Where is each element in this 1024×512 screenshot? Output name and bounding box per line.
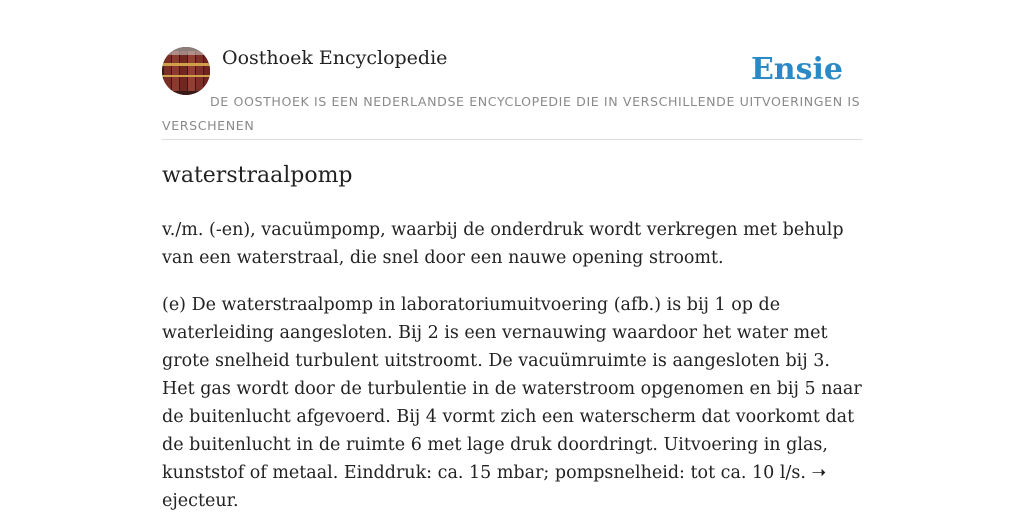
source-title-link[interactable]: Oosthoek Encyclopedie: [222, 47, 448, 69]
body-paragraph: [162, 291, 862, 512]
body-text: (e) De waterstraalpomp in laboratoriumuitvoering (afb.) is bij 1 op de waterleiding aangesloten. Bij 2 is een vernauwing waardoor het water met grote snelheid turbulent uitstroomt. De vacuümruimte is aangesloten bij 3. Het gas wordt door de turbulentie in de waterstroom opgenomen en bij 5 naar de buitenlucht afgevoerd. Bij 4 vormt zich een waterscherm dat voorkomt dat de buitenlucht in de ruimte 6 met lage druk doordringt. Uitvoering in glas, kunststof of metaal. Einddruk: ca. 15 mbar; pompsnelheid: tot ca. 10 l/s.: [162, 295, 862, 483]
see-also-arrow-icon: ➝: [811, 463, 827, 483]
ensie-logo-link[interactable]: Ensie: [750, 52, 843, 87]
term-title: waterstraalpomp: [162, 163, 353, 188]
see-also-link-ejecteur[interactable]: ejecteur.: [162, 491, 239, 511]
encyclopedia-books-avatar-icon[interactable]: [162, 47, 210, 95]
definition-paragraph: v./m. (-en), vacuümpomp, waarbij de onderdruk wordt verkregen met behulp van een waterstraal, die snel door een nauwe opening stroomt.: [162, 220, 844, 268]
source-description: DE OOSTHOEK IS EEN NEDERLANDSE ENCYCLOPEDIE DIE IN VERSCHILLENDE UITVOERINGEN IS VERSCHENEN: [162, 94, 861, 133]
source-header: [162, 0, 862, 140]
page-container: [162, 0, 862, 511]
